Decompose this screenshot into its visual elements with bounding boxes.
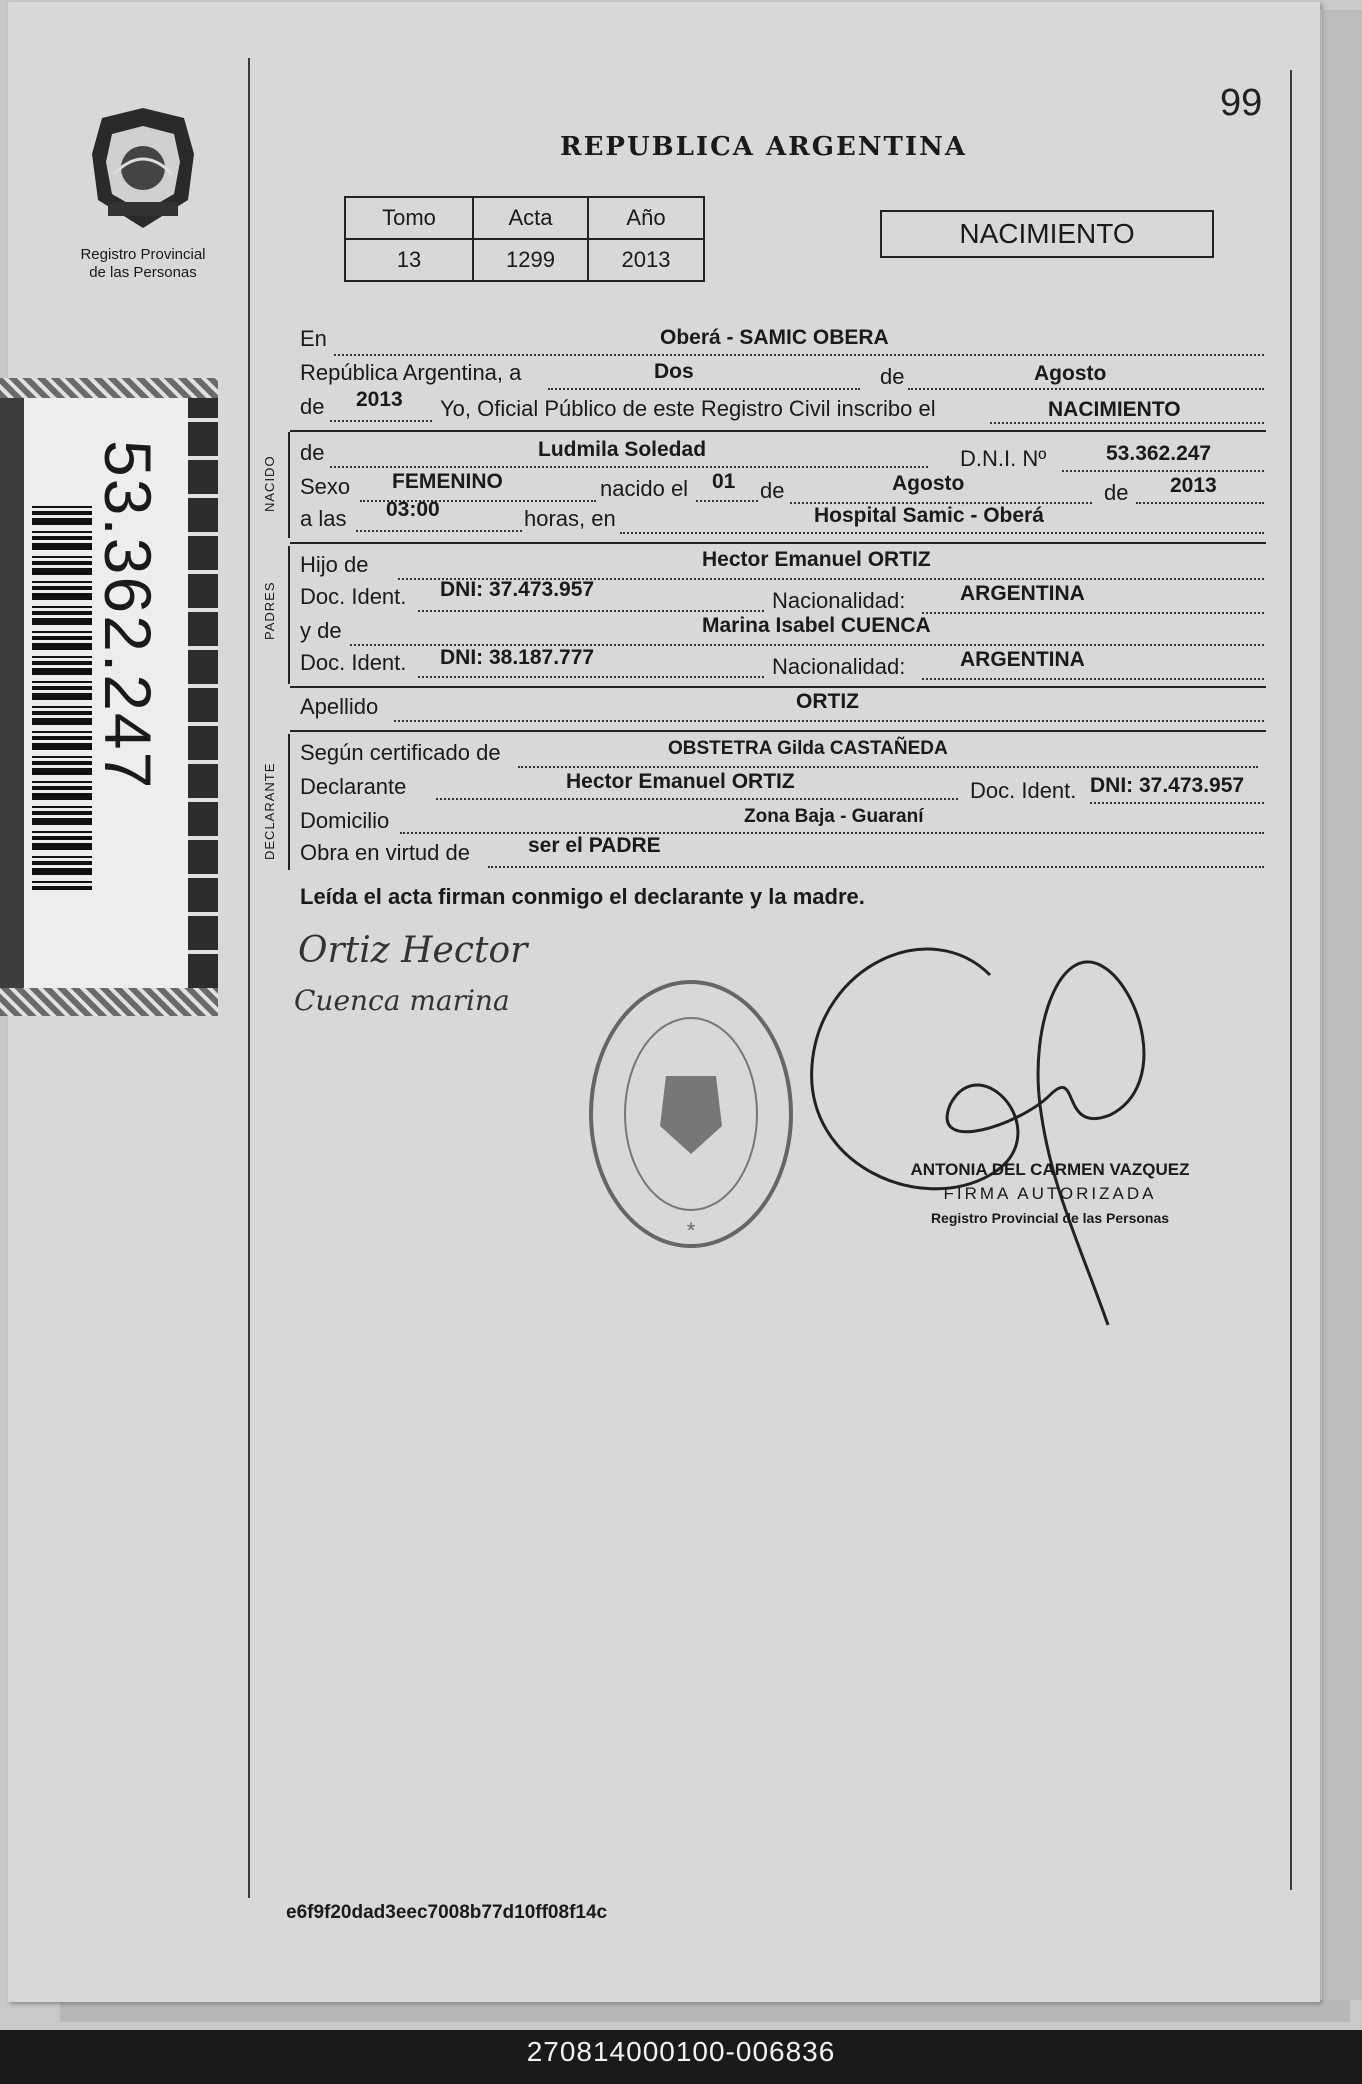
dots-en xyxy=(334,354,1264,356)
registry-label xyxy=(60,246,226,282)
declarante-name: Hector Emanuel ORTIZ xyxy=(566,770,795,793)
right-margin-line xyxy=(1290,70,1292,1890)
sticker-border-right xyxy=(188,398,218,988)
baby-name: Ludmila Soledad xyxy=(538,438,707,461)
province-emblem-icon xyxy=(84,104,202,236)
birth-hour: 03:00 xyxy=(386,498,440,521)
dots-segun xyxy=(518,766,1258,768)
apellido-value: ORTIZ xyxy=(796,690,859,713)
header-acta: Acta xyxy=(473,197,588,239)
dots-obra xyxy=(488,866,1264,868)
nacido-de-label: de xyxy=(300,440,325,465)
decl-doc-label: Doc. Ident. xyxy=(970,778,1077,803)
apellido-label: Apellido xyxy=(300,694,379,719)
yde-label: y de xyxy=(300,618,342,643)
dots-doc1 xyxy=(418,610,764,612)
header-anio: Año xyxy=(588,197,704,239)
registry-seal-icon xyxy=(586,976,796,1252)
rule-declarante-top xyxy=(290,730,1266,732)
dots-doc2 xyxy=(418,676,764,678)
value-anio: 2013 xyxy=(588,239,704,281)
rule-padres-top xyxy=(290,542,1266,544)
dni-label: D.N.I. Nº xyxy=(960,446,1047,471)
obra-label: Obra en virtud de xyxy=(300,840,470,865)
footer-id: 270814000100-006836 xyxy=(526,2036,836,2067)
sticker-dni xyxy=(91,440,166,960)
dots-birth-day xyxy=(696,500,758,502)
dots-dni xyxy=(1062,470,1264,472)
official-org: Registro Provincial de las Personas xyxy=(930,1210,1170,1226)
birth-day: 01 xyxy=(712,470,736,493)
dots-hour xyxy=(356,530,522,532)
sticker-border-bottom xyxy=(0,988,218,1016)
father-doc: DNI: 37.473.957 xyxy=(440,578,595,601)
nac2-label: Nacionalidad: xyxy=(772,654,906,679)
birth-year: 2013 xyxy=(1170,474,1217,497)
horas-label: horas, en xyxy=(524,506,616,531)
registry-label-line2: de las Personas xyxy=(89,264,197,281)
padres-bar xyxy=(288,546,290,684)
back-sheet-edge xyxy=(1320,10,1362,2000)
intro-day-value: Dos xyxy=(654,360,694,383)
nacido-de-label3: de xyxy=(1104,480,1129,505)
closing-statement: Leída el acta firman conmigo el declarante y la madre. xyxy=(300,884,865,909)
dots-place xyxy=(620,532,1264,534)
nacido-bar xyxy=(288,432,290,538)
domicilio-value: Zona Baja - Guaraní xyxy=(744,806,924,827)
reference-table xyxy=(344,196,705,282)
birth-place: Hospital Samic - Oberá xyxy=(814,504,1044,527)
dots-apellido xyxy=(394,720,1264,722)
nac1-label: Nacionalidad: xyxy=(772,588,906,613)
father-name: Hector Emanuel ORTIZ xyxy=(702,548,931,571)
nacido-label: NACIDO xyxy=(262,455,277,512)
back-sheet-bottom xyxy=(60,2000,1350,2022)
sexo-label: Sexo xyxy=(300,474,351,499)
rule-apellido-top xyxy=(290,686,1266,688)
declarante-label: DECLARANTE xyxy=(262,762,277,860)
en-value: Oberá - SAMIC OBERA xyxy=(660,326,889,349)
doc1-label: Doc. Ident. xyxy=(300,584,407,609)
dots-year xyxy=(330,420,432,422)
domicilio-label: Domicilio xyxy=(300,808,390,833)
dots-nac1 xyxy=(922,612,1264,614)
dots-birth-year xyxy=(1136,502,1264,504)
nacido-el-label: nacido el xyxy=(600,476,689,501)
en-label: En xyxy=(300,326,327,351)
mother-nationality: ARGENTINA xyxy=(960,648,1085,671)
left-margin-line xyxy=(248,58,250,1898)
official-name: ANTONIA DEL CARMEN VAZQUEZ xyxy=(910,1160,1190,1179)
dots-act xyxy=(990,422,1264,424)
header-tomo: Tomo xyxy=(345,197,473,239)
registry-label-line1: Registro Provincial xyxy=(80,246,206,263)
dots-nac2 xyxy=(922,678,1264,680)
declarante-name-label: Declarante xyxy=(300,774,407,799)
mother-doc: DNI: 38.187.777 xyxy=(440,646,595,669)
intro-de-label: de xyxy=(880,364,905,389)
baby-dni: 53.362.247 xyxy=(1106,442,1212,465)
dots-name xyxy=(330,466,928,468)
padres-label: PADRES xyxy=(262,581,277,640)
svg-text:*: * xyxy=(686,1218,696,1243)
page-number: 99 xyxy=(1220,82,1263,124)
republica-label: República Argentina, a xyxy=(300,360,522,385)
segun-value: OBSTETRA Gilda CASTAÑEDA xyxy=(668,738,948,759)
mother-name: Marina Isabel CUENCA xyxy=(702,614,931,637)
sticker-border-top xyxy=(0,378,218,398)
father-nationality: ARGENTINA xyxy=(960,582,1085,605)
document-title: REPUBLICA ARGENTINA xyxy=(560,132,968,162)
official-signature xyxy=(810,925,1240,1335)
official-stamp xyxy=(900,1158,1200,1230)
intro-year-value: 2013 xyxy=(356,388,403,411)
declarante-bar xyxy=(288,734,290,870)
sexo-value: FEMENINO xyxy=(392,470,503,493)
dots-decl-doc xyxy=(1090,802,1264,804)
segun-label: Según certificado de xyxy=(300,740,501,765)
rule-nacido-top xyxy=(290,430,1266,432)
parent-signatures xyxy=(294,912,554,1022)
dots-day xyxy=(548,388,860,390)
nacido-de-label2: de xyxy=(760,478,785,503)
sticker-dni-text: 53.362.247 xyxy=(91,440,165,791)
value-acta: 1299 xyxy=(473,239,588,281)
obra-value: ser el PADRE xyxy=(528,834,661,857)
doc2-label: Doc. Ident. xyxy=(300,650,407,675)
signature-line1: Ortiz Hector xyxy=(298,930,528,971)
record-type-box: NACIMIENTO xyxy=(880,210,1214,258)
barcode-icon xyxy=(32,500,92,890)
alas-label: a las xyxy=(300,506,347,531)
document-hash: e6f9f20dad3eec7008b77d10ff08f14c xyxy=(286,1902,608,1923)
signature-line2: Cuenca marina xyxy=(294,984,510,1017)
hijo-label: Hijo de xyxy=(300,552,369,577)
declarante-doc: DNI: 37.473.957 xyxy=(1090,774,1245,797)
intro-de2-label: de xyxy=(300,394,325,419)
oficial-text: Yo, Oficial Público de este Registro Civil inscribo el xyxy=(440,396,936,421)
birth-month: Agosto xyxy=(892,472,965,495)
value-tomo: 13 xyxy=(345,239,473,281)
act-value: NACIMIENTO xyxy=(1048,398,1181,421)
official-role: FIRMA AUTORIZADA xyxy=(943,1184,1157,1203)
intro-month-value: Agosto xyxy=(1034,362,1107,385)
dots-month xyxy=(908,388,1264,390)
dots-declarante xyxy=(436,798,958,800)
